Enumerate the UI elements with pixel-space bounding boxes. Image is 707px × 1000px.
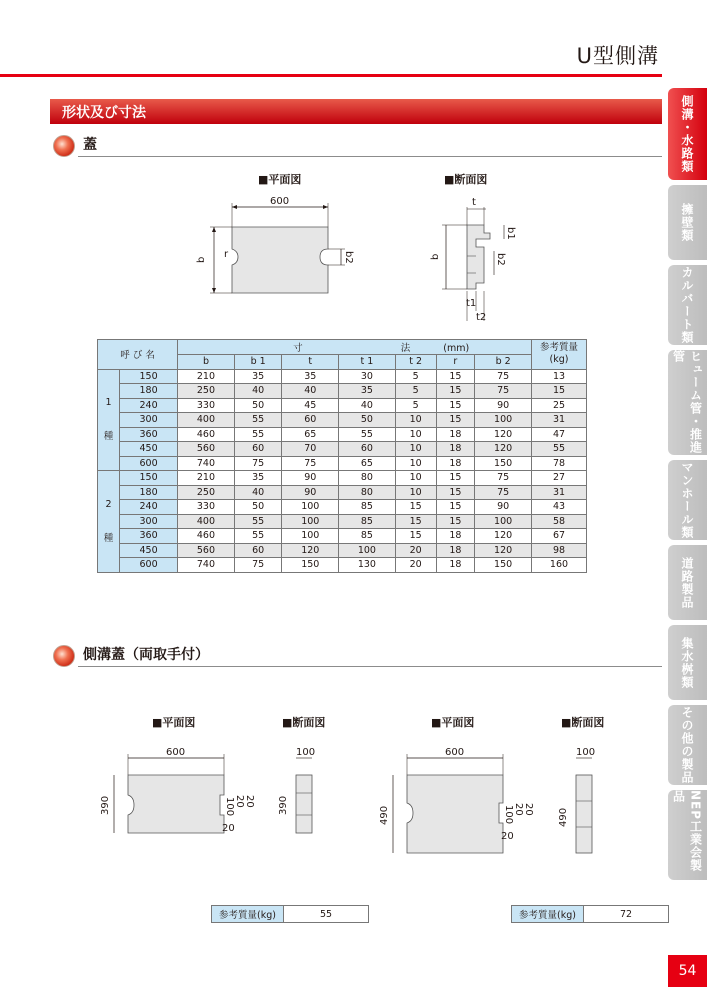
dim-cell: 330 [178,398,235,413]
dim-cell: 10 [395,485,436,500]
dim-cell: 100 [282,529,339,544]
kind-cell: 1 種 [98,369,120,471]
dim-cell: 15 [395,500,436,515]
mass-cell: 55 [532,442,587,457]
dim-t: t [472,197,476,208]
dim-cell: 40 [234,485,282,500]
dim-cell: 15 [395,514,436,529]
mass-label: 参考質量(kg) [512,906,584,923]
column-header: r [436,355,475,370]
dim-cell: 10 [395,471,436,486]
dim-cell: 70 [282,442,339,457]
dim-notch-b-right: 20 [523,803,534,816]
dim-cell: 15 [436,471,475,486]
table-row [98,398,587,413]
dim-cell: 100 [475,413,532,428]
category-tab[interactable] [668,460,707,540]
size-name-cell: 600 [120,558,178,573]
handle-lid-plan-right [375,745,535,860]
size-name-cell: 240 [120,398,178,413]
subheading-lid [50,133,662,157]
size-name-cell: 300 [120,514,178,529]
category-tab-label: カルバート類 [680,266,694,344]
section-caption-left: ■断面図 [282,716,326,729]
dim-cell: 35 [282,369,339,384]
category-tab[interactable] [668,350,707,455]
dim-cell: 560 [178,543,235,558]
dim-cell: 35 [234,369,282,384]
section-heading: 形状及び寸法 [50,99,662,124]
bullet-icon [53,135,75,157]
dim-cell: 15 [436,485,475,500]
size-name-cell: 180 [120,384,178,399]
dim-cell: 18 [436,442,475,457]
dim-b1: b1 [505,227,516,240]
dim-cell: 55 [339,427,396,442]
category-tab[interactable] [668,545,707,620]
dim-cell: 100 [282,514,339,529]
dim-cell: 120 [475,427,532,442]
lid-plan-drawing [196,193,366,303]
dim-cell: 65 [339,456,396,471]
mass-cell: 160 [532,558,587,573]
dim-cell: 250 [178,384,235,399]
kind-cell: 2 種 [98,471,120,573]
mass-cell: 31 [532,485,587,500]
table-row [98,471,587,486]
dim-notch-c-right: 20 [501,831,514,842]
dim-cell: 60 [234,543,282,558]
dim-cell: 210 [178,369,235,384]
table-row [98,413,587,428]
dim-cell: 75 [282,456,339,471]
category-tab-label: ヒューム管・推進管 [671,350,703,454]
dim-cell: 330 [178,500,235,515]
dim-cell: 75 [475,485,532,500]
dim-cell: 75 [475,384,532,399]
header-dimensions: 寸 法 (mm) [178,340,532,355]
dim-cell: 20 [395,558,436,573]
dim-width: 600 [270,196,290,207]
handle-lid-plan-left [96,745,256,845]
dim-notch-c-left: 20 [222,823,235,834]
plan-caption-left: ■平面図 [152,716,196,729]
size-name-cell: 450 [120,543,178,558]
title-rule [0,74,662,77]
mass-cell: 15 [532,384,587,399]
dim-cell: 130 [339,558,396,573]
dim-cell: 80 [339,485,396,500]
dim-cell: 50 [234,398,282,413]
dim-cell: 40 [234,384,282,399]
mass-value: 55 [284,906,369,923]
header-name: 呼 び 名 [98,340,178,370]
dim-cell: 120 [475,442,532,457]
column-header: b 2 [475,355,532,370]
dim-cell: 18 [436,543,475,558]
dim-cell: 60 [234,442,282,457]
size-name-cell: 150 [120,471,178,486]
size-name-cell: 360 [120,529,178,544]
size-name-cell: 180 [120,485,178,500]
dim-cell: 150 [475,558,532,573]
dim-sec-w-left: 100 [296,747,316,758]
dim-cell: 80 [339,471,396,486]
dim-cell: 90 [475,500,532,515]
dim-notch-a-left: 20 [234,795,245,808]
column-header: t 2 [395,355,436,370]
plan-caption-right: ■平面図 [431,716,475,729]
dim-cell: 75 [475,369,532,384]
dim-cell: 150 [475,456,532,471]
category-tab-label: その他の製品 [680,706,694,784]
mass-label: 参考質量(kg) [212,906,284,923]
dim-cell: 400 [178,413,235,428]
category-tab-label: NEP工業会製品 [671,790,703,873]
dim-cell: 55 [234,529,282,544]
table-row [98,514,587,529]
dim-cell: 5 [395,369,436,384]
mass-cell: 13 [532,369,587,384]
category-tabs [668,88,707,885]
dim-r: r [224,249,229,260]
dim-cell: 55 [234,413,282,428]
column-header: b [178,355,235,370]
plan-caption: ■平面図 [258,173,302,186]
dim-height-right: 490 [379,805,390,825]
dim-t1: t1 [466,298,477,309]
dim-cell: 15 [436,398,475,413]
dim-b2: b2 [343,251,354,264]
dim-cell: 45 [282,398,339,413]
dim-cell: 85 [339,514,396,529]
dim-cell: 35 [234,471,282,486]
dim-cell: 10 [395,413,436,428]
dim-cell: 15 [436,413,475,428]
dim-cell: 18 [436,529,475,544]
dim-notch-a-right: 20 [513,803,524,816]
table-row [98,427,587,442]
table-row [98,543,587,558]
page-title: U型側溝 [576,44,659,68]
table-row [98,369,587,384]
category-tab[interactable] [668,625,707,700]
size-name-cell: 240 [120,500,178,515]
dim-width-left: 600 [166,747,186,758]
handle-lid-section-left [272,745,322,845]
category-tab-label: マンホール類 [680,461,694,539]
mass-cell: 31 [532,413,587,428]
lid-spec-table [97,339,587,573]
dim-notch-b-left: 20 [244,795,255,808]
dim-cell: 30 [339,369,396,384]
dim-cell: 15 [395,529,436,544]
category-tab[interactable] [668,790,707,880]
table-row [98,384,587,399]
dim-cell: 460 [178,529,235,544]
page-number: 54 [668,955,707,987]
dim-t2: t2 [476,312,487,323]
mass-cell: 25 [532,398,587,413]
mass-table-left [211,905,369,923]
dim-cell: 10 [395,427,436,442]
dim-cell: 90 [282,485,339,500]
table-row [98,529,587,544]
table-row [98,500,587,515]
dim-cell: 120 [475,529,532,544]
dim-cell: 55 [234,427,282,442]
dim-cell: 60 [339,442,396,457]
mass-value: 72 [584,906,669,923]
dim-cell: 10 [395,456,436,471]
dim-cell: 18 [436,427,475,442]
table-row [98,442,587,457]
dim-cell: 60 [282,413,339,428]
dim-notch-w-left: 100 [224,797,235,817]
category-tab-label: 擁壁類 [680,203,694,242]
column-header: t 1 [339,355,396,370]
category-tab-label: 集水桝類 [680,636,694,689]
dim-cell: 90 [475,398,532,413]
category-tab[interactable] [668,265,707,345]
dim-cell: 5 [395,398,436,413]
size-name-cell: 600 [120,456,178,471]
dim-cell: 85 [339,500,396,515]
dim-cell: 55 [234,514,282,529]
mass-cell: 47 [532,427,587,442]
dim-cell: 250 [178,485,235,500]
table-row [98,456,587,471]
category-tab[interactable] [668,705,707,785]
size-name-cell: 150 [120,369,178,384]
dim-cell: 35 [339,384,396,399]
dim-cell: 10 [395,442,436,457]
dim-width-right: 600 [445,747,465,758]
category-tab[interactable] [668,185,707,260]
dim-cell: 150 [282,558,339,573]
subheading-label: 蓋 [83,137,97,153]
dim-cell: 18 [436,456,475,471]
dim-cell: 460 [178,427,235,442]
dim-cell: 20 [395,543,436,558]
header-mass: 参考質量 (kg) [532,340,587,370]
mass-cell: 43 [532,500,587,515]
dim-b2-section: b2 [495,253,506,266]
dim-cell: 75 [234,558,282,573]
column-header: t [282,355,339,370]
dim-cell: 15 [436,514,475,529]
mass-cell: 67 [532,529,587,544]
table-row [98,485,587,500]
handle-lid-section-right [552,745,602,860]
lid-section-drawing [428,193,528,323]
dim-cell: 40 [282,384,339,399]
section-caption-right: ■断面図 [561,716,605,729]
dim-cell: 75 [234,456,282,471]
category-tab-label: 側溝・水路類 [680,95,694,173]
mass-cell: 58 [532,514,587,529]
dim-b: b [196,256,207,263]
dim-cell: 210 [178,471,235,486]
dim-cell: 15 [436,369,475,384]
bullet-icon [53,645,75,667]
section-caption: ■断面図 [444,173,488,186]
mass-cell: 78 [532,456,587,471]
dim-cell: 40 [339,398,396,413]
dim-cell: 65 [282,427,339,442]
dim-cell: 120 [475,543,532,558]
dim-cell: 85 [339,529,396,544]
subheading-label: 側溝蓋（両取手付） [83,647,209,663]
dim-b-section: b [430,253,441,260]
dim-cell: 75 [475,471,532,486]
divider [78,666,662,667]
dim-sec-w-right: 100 [576,747,596,758]
dim-cell: 740 [178,558,235,573]
dim-cell: 560 [178,442,235,457]
mass-cell: 27 [532,471,587,486]
size-name-cell: 450 [120,442,178,457]
dim-cell: 740 [178,456,235,471]
dim-cell: 100 [475,514,532,529]
subheading-handle-lid [50,643,662,667]
dim-cell: 50 [234,500,282,515]
dim-sec-h-left: 390 [278,795,289,815]
dim-cell: 120 [282,543,339,558]
divider [78,156,662,157]
dim-notch-w-right: 100 [503,805,514,825]
mass-table-right [511,905,669,923]
mass-cell: 98 [532,543,587,558]
dim-cell: 100 [282,500,339,515]
dim-cell: 90 [282,471,339,486]
dim-cell: 15 [436,500,475,515]
dim-cell: 15 [436,384,475,399]
size-name-cell: 300 [120,413,178,428]
category-tab-label: 道路製品 [680,556,694,609]
dim-cell: 100 [339,543,396,558]
dim-height-left: 390 [100,795,111,815]
table-row [98,558,587,573]
column-header: b 1 [234,355,282,370]
size-name-cell: 360 [120,427,178,442]
dim-cell: 400 [178,514,235,529]
dim-sec-h-right: 490 [558,807,569,827]
dim-cell: 18 [436,558,475,573]
dim-cell: 5 [395,384,436,399]
category-tab[interactable] [668,88,707,180]
dim-cell: 50 [339,413,396,428]
